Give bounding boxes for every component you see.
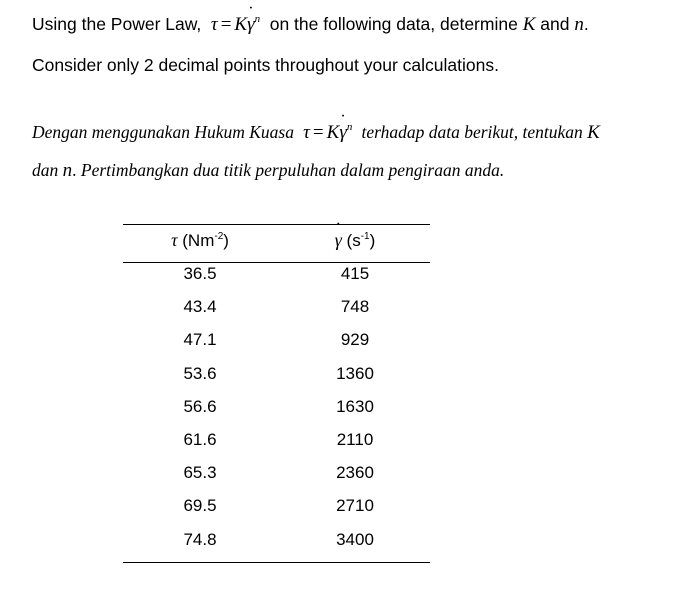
question-ms-line1 xyxy=(32,108,600,144)
question-ms-line2: dan n. Pertimbangkan dua titik perpuluhan dalam pengiraan anda. xyxy=(32,160,505,181)
question-ms-rest: Pertimbangkan dua titik perpuluhan dalam pengiraan anda. xyxy=(80,160,505,180)
header-gamma-dot: · γ $(s^{-1})$ xyxy=(334,216,376,250)
question-en-mid: on the following data, determine xyxy=(269,14,518,34)
question-ms-dan: dan xyxy=(32,160,59,180)
table-cell-gamma-dot: 748 xyxy=(340,297,370,316)
table-bottom-rule xyxy=(123,562,430,563)
question-ms-mid: terhadap data berikut, tentukan xyxy=(361,122,583,142)
table-cell-gamma-dot: 1360 xyxy=(336,364,374,383)
table-top-rule xyxy=(123,224,430,225)
table-cell-tau: 47.1 xyxy=(183,330,217,349)
symbol-k: K xyxy=(522,14,536,35)
table-cell-tau: 56.6 xyxy=(183,397,217,416)
question-en-line2: Consider only 2 decimal points throughout your calculations. xyxy=(32,55,499,75)
symbol-n-ms: n xyxy=(62,160,73,181)
symbol-k-ms: K xyxy=(587,122,600,143)
table-header-rule xyxy=(123,262,430,263)
table-cell-tau: 74.8 xyxy=(183,530,217,549)
table-cell-tau: 65.3 xyxy=(183,463,217,482)
table-cell-tau: 53.6 xyxy=(183,364,217,383)
header-tau: τ $(Nm^{-2})$ xyxy=(171,230,229,250)
question-en-line1: Using the Power Law, τ = K · $\gamma^n$ on the following data, determine K and n. xyxy=(32,0,589,35)
symbol-n: n xyxy=(574,14,584,35)
table-cell-tau: 43.4 xyxy=(183,297,217,316)
table-cell-gamma-dot: 3400 xyxy=(336,530,374,549)
question-en-prefix: Using the Power Law, xyxy=(32,14,202,34)
table-cell-tau: 61.6 xyxy=(183,430,217,449)
table-cell-gamma-dot: 2110 xyxy=(336,430,374,449)
table-cell-gamma-dot: 1630 xyxy=(336,397,374,416)
table-cell-tau: 69.5 xyxy=(183,496,217,515)
question-ms-prefix: Dengan menggunakan Hukum Kuasa xyxy=(32,122,294,142)
table-cell-gamma-dot: 2710 xyxy=(336,496,374,515)
table-cell-gamma-dot: 929 xyxy=(340,330,370,349)
table-cell-tau: 36.5 xyxy=(183,264,217,283)
power-law-formula-ms: τ = K · $\gamma^n$ xyxy=(303,108,353,143)
table-cell-gamma-dot: 415 xyxy=(340,264,370,283)
table-cell-gamma-dot: 2360 xyxy=(336,463,374,482)
power-law-formula: τ = K · $\gamma^n$ xyxy=(210,0,261,35)
question-en-and: and xyxy=(540,14,570,34)
